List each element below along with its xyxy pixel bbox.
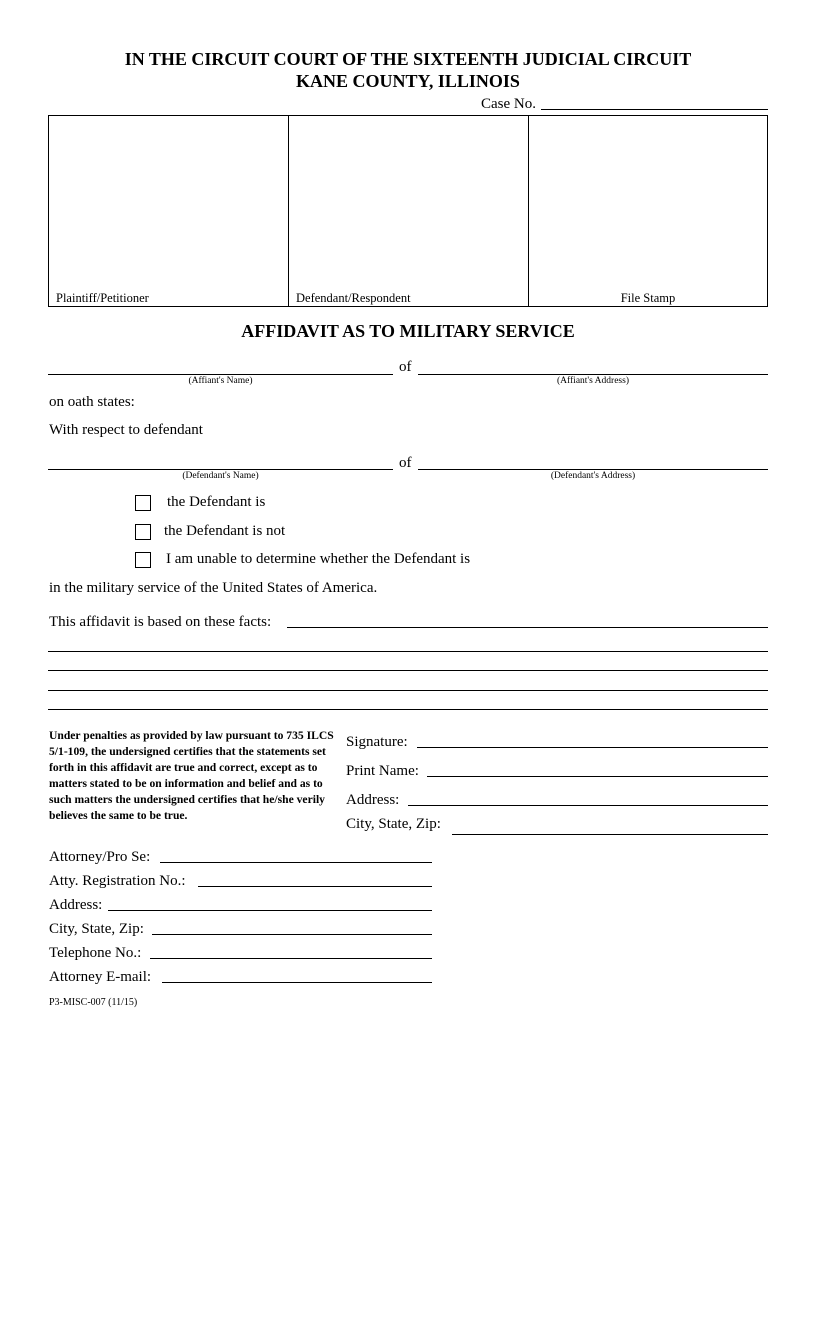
- defendant-of: of: [399, 455, 412, 471]
- defendant-is-not-label: the Defendant is not: [164, 523, 286, 539]
- affiant-of: of: [399, 359, 412, 375]
- affiant-name-field[interactable]: [48, 374, 393, 375]
- sig-address-field[interactable]: [408, 805, 768, 806]
- defendant-is-label: the Defendant is: [167, 494, 266, 510]
- file-stamp-label: File Stamp: [620, 291, 676, 305]
- court-title-line2: KANE COUNTY, ILLINOIS: [296, 71, 520, 91]
- signature-label: Signature:: [346, 734, 408, 750]
- facts-line-5[interactable]: [48, 709, 768, 710]
- attorney-address-field[interactable]: [108, 910, 432, 911]
- facts-line-1[interactable]: [287, 627, 768, 628]
- attorney-label: Attorney/Pro Se:: [49, 849, 151, 865]
- signature-field[interactable]: [417, 747, 768, 748]
- telephone-label: Telephone No.:: [49, 945, 142, 961]
- file-stamp-area: [529, 116, 767, 306]
- defendant-name-field[interactable]: [48, 469, 393, 470]
- defendant-is-checkbox[interactable]: [135, 495, 151, 511]
- sig-city-state-zip-label: City, State, Zip:: [346, 816, 441, 832]
- telephone-field[interactable]: [150, 958, 432, 959]
- registration-field[interactable]: [198, 886, 432, 887]
- defendant-name-caption: (Defendant's Name): [182, 471, 259, 481]
- case-no-label: Case No.: [481, 96, 536, 112]
- defendant-field[interactable]: [289, 116, 527, 306]
- attorney-city-state-zip-label: City, State, Zip:: [49, 921, 144, 937]
- defendant-address-caption: (Defendant's Address): [550, 471, 636, 481]
- plaintiff-field[interactable]: [49, 116, 287, 306]
- registration-label: Atty. Registration No.:: [49, 873, 186, 889]
- form-number: P3-MISC-007 (11/15): [49, 997, 138, 1008]
- defendant-address-field[interactable]: [418, 469, 768, 470]
- form-title: AFFIDAVIT AS TO MILITARY SERVICE: [241, 321, 575, 341]
- affiant-name-caption: (Affiant's Name): [188, 376, 253, 386]
- email-field[interactable]: [162, 982, 432, 983]
- sig-address-label: Address:: [346, 792, 400, 808]
- affiant-address-field[interactable]: [418, 374, 768, 375]
- print-name-label: Print Name:: [346, 763, 419, 779]
- case-no-field[interactable]: [541, 109, 768, 110]
- unable-to-determine-label: I am unable to determine whether the Defendant is: [166, 551, 471, 567]
- certification-text: Under penalties as provided by law pursuant to 735 ILCS 5/1-109, the undersigned certifies that the statements set forth in this affidavit are true and correct, except as to matters stated to be on information and belief and as to such matters the undersigned certifies that he/she verily believes the same to be true.: [49, 729, 334, 822]
- on-oath-text: on oath states:: [49, 394, 135, 410]
- sig-city-state-zip-field[interactable]: [452, 834, 768, 835]
- attorney-address-label: Address:: [49, 897, 103, 913]
- facts-line-3[interactable]: [48, 670, 768, 671]
- attorney-city-state-zip-field[interactable]: [152, 934, 432, 935]
- email-label: Attorney E-mail:: [49, 969, 152, 985]
- military-statement: in the military service of the United States of America.: [49, 580, 378, 596]
- facts-line-2[interactable]: [48, 651, 768, 652]
- facts-label: This affidavit is based on these facts:: [49, 614, 272, 630]
- print-name-field[interactable]: [427, 776, 768, 777]
- facts-line-4[interactable]: [48, 690, 768, 691]
- court-title-line1: IN THE CIRCUIT COURT OF THE SIXTEENTH JUDICIAL CIRCUIT: [124, 49, 692, 69]
- unable-to-determine-checkbox[interactable]: [135, 552, 151, 568]
- plaintiff-label: Plaintiff/Petitioner: [56, 291, 149, 305]
- attorney-field[interactable]: [160, 862, 432, 863]
- affiant-address-caption: (Affiant's Address): [557, 376, 629, 386]
- defendant-is-not-checkbox[interactable]: [135, 524, 151, 540]
- defendant-label: Defendant/Respondent: [296, 291, 411, 305]
- with-respect-text: With respect to defendant: [49, 422, 203, 438]
